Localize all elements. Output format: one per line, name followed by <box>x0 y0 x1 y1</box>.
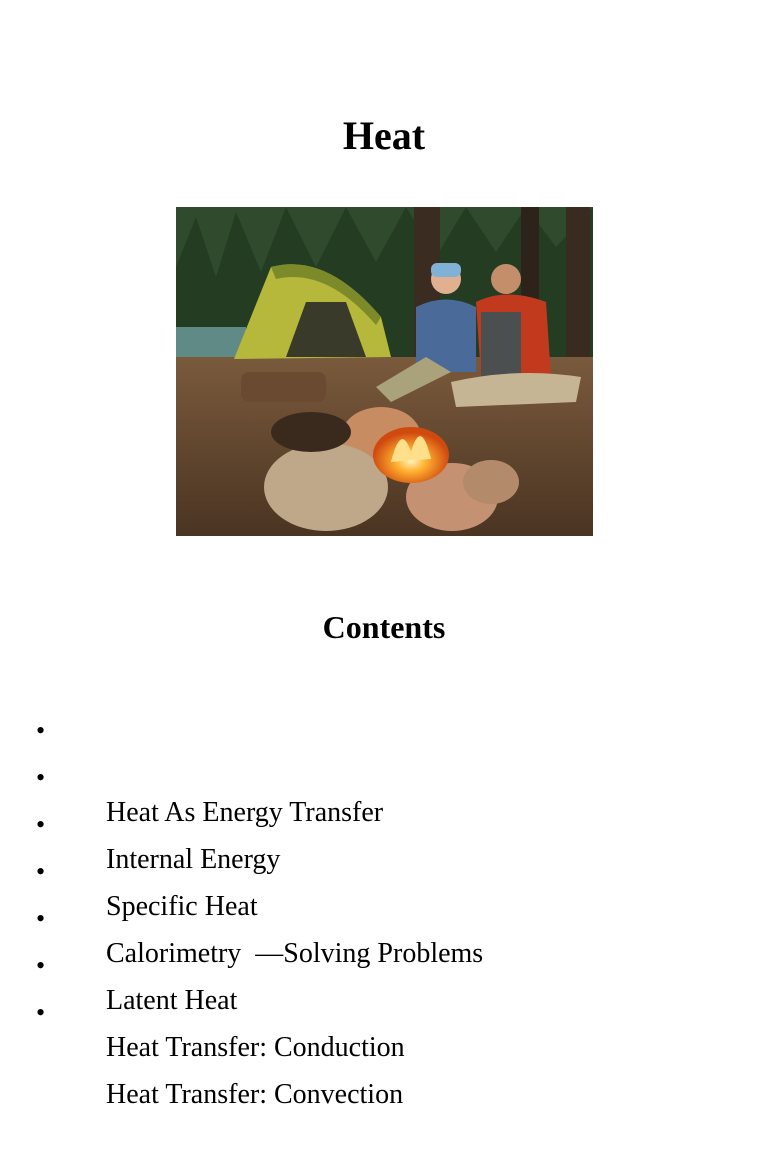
bullet-icon: • <box>36 810 46 839</box>
bullet-icon: • <box>36 763 46 792</box>
list-item <box>36 713 483 828</box>
bullet-icon: • <box>36 951 46 980</box>
list-item-label: Specific Heat <box>106 891 258 922</box>
page-title: Heat <box>342 113 426 158</box>
list-item-label: Heat Transfer: Conduction <box>106 1032 405 1063</box>
contents-list <box>36 713 484 1110</box>
list-item-label: Heat Transfer: Convection <box>106 1079 404 1110</box>
bullet-icon: • <box>36 998 46 1027</box>
list-item-label: Heat As Energy Transfer <box>106 797 384 828</box>
contents-heading: Contents <box>322 609 446 645</box>
list-item-label: Latent Heat <box>106 985 238 1016</box>
bullet-icon: • <box>36 904 46 933</box>
list-item-label: Calorimetry —Solving Problems <box>106 938 484 969</box>
bullet-icon: • <box>36 857 46 886</box>
list-item-label: Internal Energy <box>106 844 281 875</box>
campfire-camping-photo <box>176 207 593 536</box>
bullet-icon: • <box>36 716 46 745</box>
